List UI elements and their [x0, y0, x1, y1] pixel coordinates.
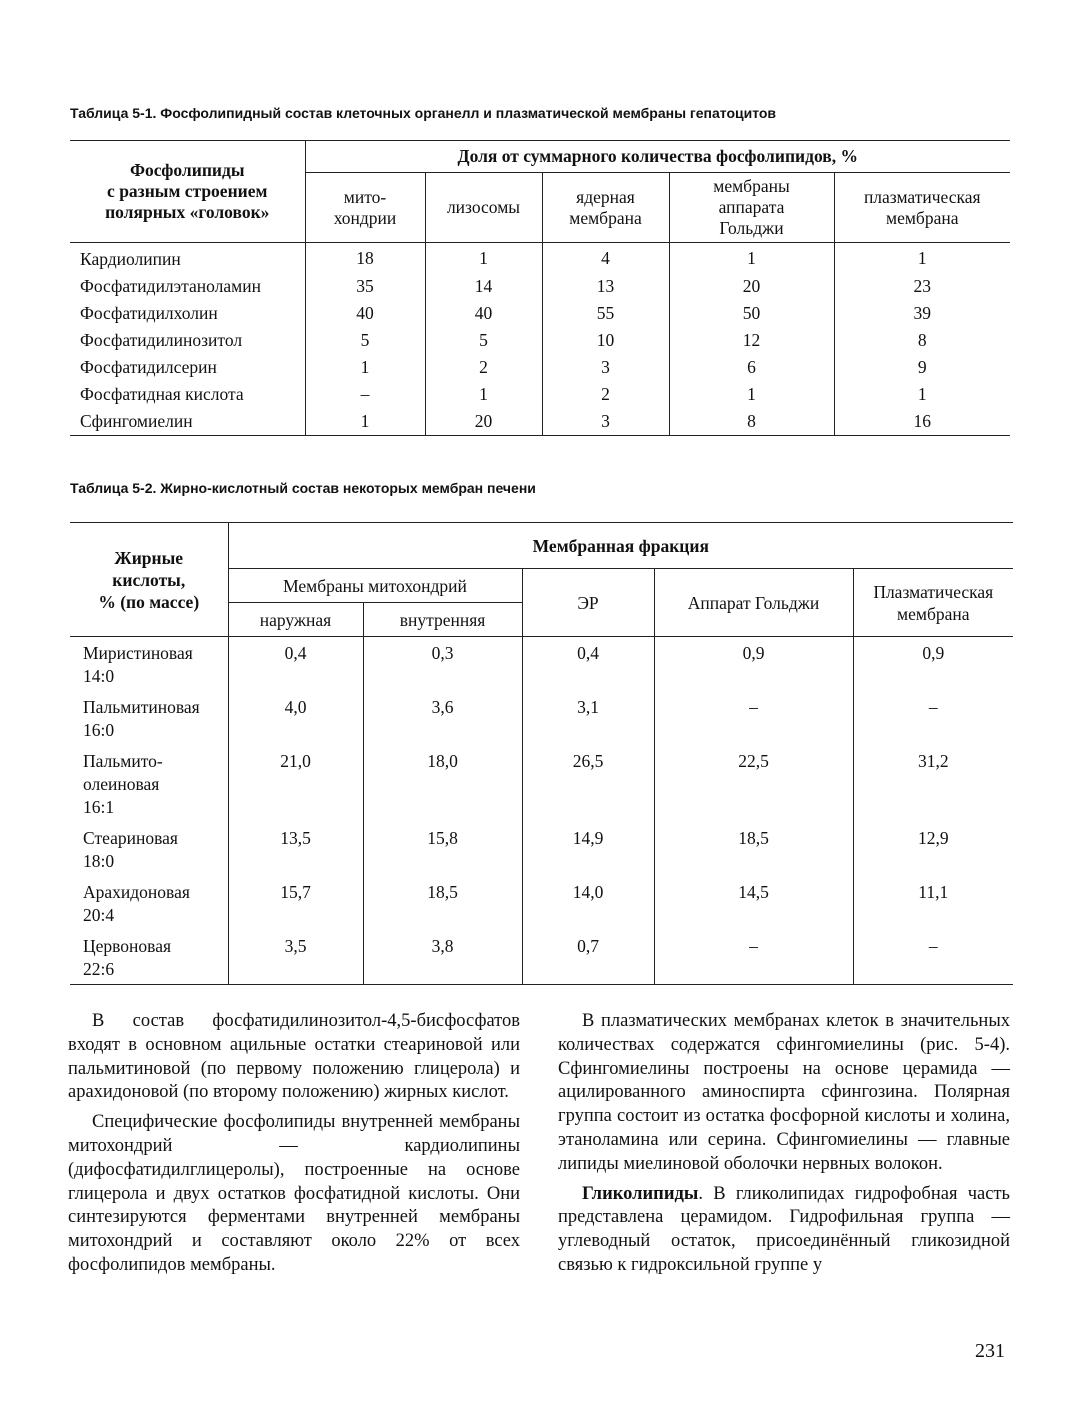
table-row	[70, 876, 1013, 930]
paragraph: В состав фосфатидилинозитол-4,5-бисфосфатов входят в основном ацильные остатки стеариновой или пальмитиновой (по первому положению глицерола) и арахидоновой (по второму положению) жирных кислот.	[68, 1011, 520, 1103]
table1-col-mitochondria: мито- хондрии	[305, 173, 425, 243]
table-cell: –	[654, 691, 853, 745]
table2-group-header: Мембранная фракция	[228, 523, 1013, 569]
table-cell: 18,0	[363, 745, 522, 822]
table-cell: 0,4	[522, 637, 654, 692]
table-cell: 2	[542, 381, 669, 408]
table2-mito-outer-header: наружная	[228, 603, 363, 637]
table-cell: 8	[917, 330, 927, 350]
table-cell: 5	[305, 327, 425, 354]
table-cell: 1	[305, 408, 425, 436]
table-cell: 13,5	[228, 822, 363, 876]
table-cell: 18,5	[654, 822, 853, 876]
table1-row-header: Фосфолипиды с разным строением полярных «головок»	[70, 141, 305, 243]
row-label: Фосфатидная кислота	[70, 381, 305, 408]
table1-col-lysosomes: лизосомы	[425, 173, 542, 243]
page-number: 231	[975, 1340, 1005, 1362]
table2-caption: Таблица 5-2. Жирно-кислотный состав некоторых мембран печени	[70, 480, 536, 496]
table-cell: 10	[542, 327, 669, 354]
table-row	[70, 637, 1013, 692]
paragraph: Специфические фосфолипиды внутренней мембраны митохондрий — кардиолипины (дифосфатидилглицеролы), построенные на основе глицерола и двух остатков фосфатидной кислоты. Они синтезируются ферментами внутренней мембраны митохондрий и составляют около 22% от всех фосфолипидов мембраны.	[68, 1112, 520, 1275]
row-label: Сфингомиелин	[70, 408, 305, 436]
table-cell: 1	[669, 381, 834, 408]
row-label: Фосфатидилхолин	[70, 300, 305, 327]
table-cell: 3,8	[363, 930, 522, 985]
table-row	[70, 354, 1010, 381]
phospholipid-table	[70, 140, 1010, 436]
table-cell: 11,1	[918, 882, 949, 902]
table-cell: 22,5	[654, 745, 853, 822]
table-cell: 13	[542, 273, 669, 300]
table-cell: 6	[669, 354, 834, 381]
table-cell: 3,5	[228, 930, 363, 985]
table-cell: 1	[669, 243, 834, 274]
table-cell: 18	[305, 243, 425, 274]
table2-mito-inner-header: внутренняя	[363, 603, 522, 637]
table-cell: 20	[425, 408, 542, 436]
table-cell: 3	[542, 354, 669, 381]
table2-mito-header: Мембраны митохондрий	[228, 569, 522, 603]
table-cell: 9	[917, 357, 927, 377]
table-cell: 1	[917, 247, 927, 268]
table-row	[70, 327, 1010, 354]
table1-col-plasma: плазматическая мембрана	[834, 173, 1010, 243]
table1-col-golgi: мембраны аппарата Гольджи	[669, 173, 834, 243]
table2-plasma-header: Плазматическая мембрана	[853, 569, 1013, 637]
table-cell: 2	[425, 354, 542, 381]
table-cell: 31,2	[917, 751, 949, 771]
table-cell: 12	[669, 327, 834, 354]
table-cell: 40	[305, 300, 425, 327]
table2-golgi-header: Аппарат Гольджи	[654, 569, 853, 637]
row-label: Миристиновая 14:0	[70, 637, 228, 692]
left-text-column	[68, 1010, 520, 1278]
row-label: Фосфатидилэтаноламин	[70, 273, 305, 300]
table-row	[70, 381, 1010, 408]
table-cell: 14,5	[654, 876, 853, 930]
paragraph: В плазматических мембранах клеток в значительных количествах содержатся сфингомиелины (рис. 5-4). Сфингомиелины построены на основе церамида — ацилированного аминоспирта сфингозина. Полярная группа состоит из остатка фосфорной кислоты и холина, этаноламина или серина. Сфингомиелины — главные липиды миелиновой оболочки нервных волокон.	[558, 1011, 1010, 1174]
table-cell: 0,3	[363, 637, 522, 692]
table-cell: 39	[913, 303, 932, 323]
table-cell: 1	[305, 354, 425, 381]
table1-caption: Таблица 5-1. Фосфолипидный состав клеточных органелл и плазматической мембраны гепатоцитов	[70, 105, 777, 121]
fatty-acid-table	[70, 522, 1013, 985]
table-cell: 1	[917, 384, 927, 404]
table-row	[70, 822, 1013, 876]
table-cell: 12,9	[917, 828, 949, 848]
paragraph: Гликолипиды. В гликолипидах гидрофобная часть представлена церамидом. Гидрофильная группа — углеводный остаток, присоединённый гликозидной связью к гидроксильной группе у	[558, 1183, 1010, 1275]
table1-group-header: Доля от суммарного количества фосфолипидов, %	[305, 141, 1010, 173]
table-cell: 50	[669, 300, 834, 327]
table-cell: 3	[542, 408, 669, 436]
table-cell: 16	[913, 411, 932, 431]
table-cell: 4	[542, 243, 669, 274]
row-label: Пальмито- олеиновая 16:1	[70, 745, 228, 822]
row-label: Фосфатидилсерин	[70, 354, 305, 381]
table-cell: 1	[425, 243, 542, 274]
table-cell: 18,5	[363, 876, 522, 930]
table-row	[70, 300, 1010, 327]
table-row	[70, 745, 1013, 822]
table-cell: –	[928, 697, 938, 717]
row-label: Кардиолипин	[70, 243, 305, 274]
table-cell: 0,4	[228, 637, 363, 692]
table1-col-nuclear: ядерная мембрана	[542, 173, 669, 243]
table-cell: 23	[913, 276, 932, 296]
table2-er-header: ЭР	[522, 569, 654, 637]
table-cell: 26,5	[522, 745, 654, 822]
table-cell: 20	[669, 273, 834, 300]
table-cell: 5	[425, 327, 542, 354]
table-cell: 3,6	[363, 691, 522, 745]
table-cell: 0,7	[522, 930, 654, 985]
table-cell: 40	[425, 300, 542, 327]
table-cell: 0,9	[922, 643, 945, 663]
table-cell: 21,0	[228, 745, 363, 822]
row-label: Арахидоновая 20:4	[70, 876, 228, 930]
table-cell: –	[305, 381, 425, 408]
table-cell: –	[654, 930, 853, 985]
table-row	[70, 930, 1013, 985]
table-cell: 3,1	[522, 691, 654, 745]
table-cell: 4,0	[228, 691, 363, 745]
table-cell: 35	[305, 273, 425, 300]
table-cell: 15,8	[363, 822, 522, 876]
row-label: Пальмитиновая 16:0	[70, 691, 228, 745]
table-row	[70, 273, 1010, 300]
table-cell: 14,0	[522, 876, 654, 930]
table-row	[70, 408, 1010, 436]
table-cell: 14	[425, 273, 542, 300]
table2-row-header: Жирные кислоты, % (по массе)	[70, 523, 228, 637]
row-label: Фосфатидилинозитол	[70, 327, 305, 354]
table-cell: –	[928, 936, 938, 956]
table-cell: 15,7	[228, 876, 363, 930]
table-cell: 14,9	[522, 822, 654, 876]
table-row	[70, 691, 1013, 745]
right-text-column	[558, 1010, 1010, 1278]
table-row	[70, 243, 1010, 274]
row-label: Стеариновая 18:0	[70, 822, 228, 876]
glycolipids-term: Гликолипиды	[582, 1183, 699, 1204]
table-cell: 1	[425, 381, 542, 408]
row-label: Цервоновая 22:6	[70, 930, 228, 985]
table-cell: 8	[669, 408, 834, 436]
table-cell: 0,9	[654, 637, 853, 692]
table-cell: 55	[542, 300, 669, 327]
